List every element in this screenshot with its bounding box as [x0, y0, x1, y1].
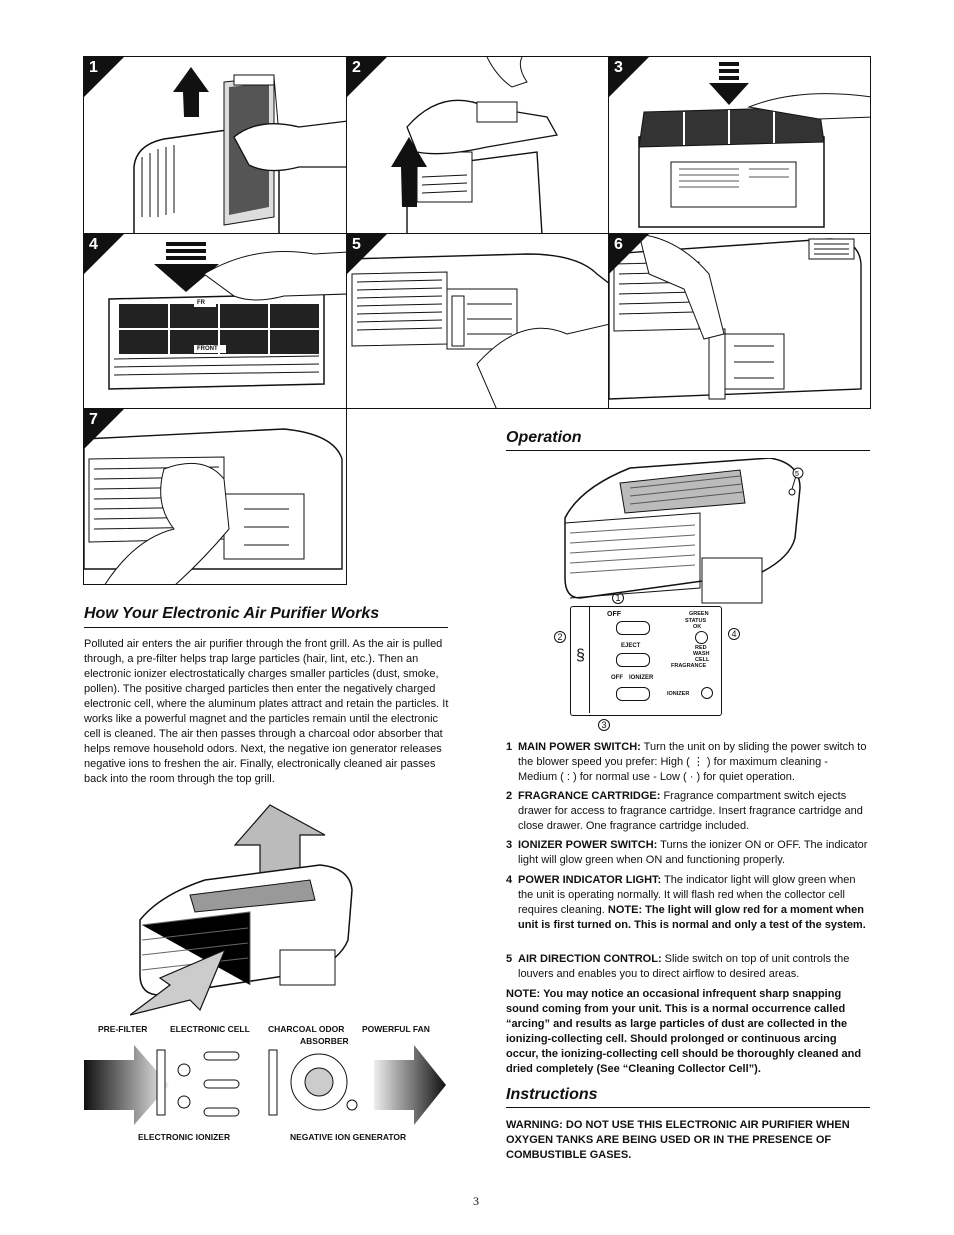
label-eject: EJECT [621, 643, 641, 649]
item-title: IONIZER POWER SWITCH: [518, 839, 658, 851]
step-4-panel [83, 233, 347, 409]
step-number: 6 [614, 236, 623, 253]
instructions-heading: Instructions [506, 1086, 598, 1103]
label-ok: OK [693, 624, 702, 630]
label-charcoal: CHARCOAL ODOR [268, 1024, 345, 1034]
label-off: OFF [607, 611, 621, 618]
item-number: 5 [506, 953, 513, 965]
step-5-panel [346, 233, 609, 409]
eject-switch[interactable] [616, 653, 650, 667]
callout-1: 1 [612, 592, 624, 604]
item-text: Turn the unit on by sliding the power switch to the blower speed you prefer: High ( ⋮ ) for maximum cleaning - Medium ( : ) for normal use - Low ( · ) for quiet operation. [518, 741, 867, 783]
step-number: 2 [352, 59, 361, 76]
instructions-rule [506, 1107, 870, 1108]
item-title: AIR DIRECTION CONTROL: [518, 953, 662, 965]
step-3-panel [608, 56, 871, 234]
pre-filter-part [157, 1050, 165, 1115]
callout-4: 4 [728, 628, 740, 640]
components-diagram [84, 1040, 450, 1130]
item-note-text: The light will glow red for a moment when unit is first turned on. This is normal and only a test of the system. [518, 904, 866, 931]
air-in-arrow-icon [84, 1045, 169, 1125]
step-number: 5 [352, 236, 361, 253]
note-text: You may notice an occasional infrequent sharp snapping sound coming from your unit. This is a normal occurrence called “arcing” and results as large particles of dust are collected in the ionizing-collecting cell. Should prolonged or continuous arcing occur, the ionizing-collecting cell should be thoroughly cleaned and dried completely (See “Cleaning Collector Cell”). [506, 988, 862, 1075]
purifier-front-illustration [560, 458, 820, 606]
warning-text: WARNING: DO NOT USE THIS ELECTRONIC AIR PURIFIER WHEN OXYGEN TANKS ARE BEING USED OR IN THE PRESENCE OF COMBUSTIBLE GASES. [506, 1119, 850, 1161]
operation-note [506, 987, 868, 1077]
how-it-works-rule [84, 627, 448, 628]
item-text: Fragrance compartment switch ejects drawer for access to fragrance cartridge. Insert fragrance cartridge and close drawer. One fragrance cartridge included. [518, 790, 863, 832]
fr-label: FR [197, 300, 205, 306]
note-label: NOTE: [506, 988, 541, 1000]
operation-heading: Operation [506, 429, 582, 446]
label-off-ionizer: OFF [611, 675, 623, 681]
callout-2: 2 [554, 631, 566, 643]
step-number: 4 [89, 236, 98, 253]
item-note-label: NOTE: [607, 904, 643, 916]
how-it-works-body: Polluted air enters the air purifier through the front grill. As the air is pulled through, a pre-filter helps trap large particles (hair, lint, etc.). Then an electronic ionizer electrostatically charges smaller particles (dust, smoke, pollen). The positive charged particles then enter the negatively charged electronic cell, where the aluminum plates attract and retain the particles. It works like a powerful magnet and the particles remain until the electronic cell is cleaned. The air then passes through a charcoal odor absorber that helps remove household odors. Next, the negative ion generator releases negative ions to freshen the air. Finally, electronically cleaned air passes back into the room through the top grill. [84, 638, 449, 785]
label-electronic-cell: ELECTRONIC CELL [170, 1024, 250, 1034]
operation-item [506, 740, 868, 785]
ionizer-switch[interactable] [616, 687, 650, 701]
label-fragrance: FRAGRANCE [671, 663, 707, 669]
item-title: FRAGRANCE CARTRIDGE: [518, 790, 661, 802]
step-6-panel [608, 233, 871, 409]
item-text: Turns the ionizer ON or OFF. The indicator light will glow green when ON and functioning properly. [518, 839, 868, 866]
control-panel-diagram [570, 606, 722, 716]
label-pre-filter: PRE-FILTER [98, 1024, 148, 1034]
step-number: 1 [89, 59, 98, 76]
step-1-panel [83, 56, 347, 234]
label-green: GREEN [689, 611, 709, 617]
step-number: 7 [89, 411, 98, 428]
item-title: MAIN POWER SWITCH: [518, 741, 641, 753]
step-7-panel [83, 408, 347, 585]
label-absorber: ABSORBER [300, 1036, 349, 1046]
label-red: RED [695, 645, 707, 651]
operation-item [506, 789, 868, 834]
label-status: STATUS [685, 618, 707, 624]
item-number: 3 [506, 839, 513, 851]
item-number: 4 [506, 874, 513, 886]
label-ionizer-light: IONIZER [667, 691, 690, 697]
how-it-works-heading: How Your Electronic Air Purifier Works [84, 605, 380, 622]
fragrance-wave-icon: § [576, 647, 585, 664]
callout-5: 5 [795, 471, 799, 478]
item-text: Slide switch on top of unit controls the louvers and enables you to direct airflow to desired areas. [518, 953, 850, 980]
item-text: The indicator light will glow green when the unit is operating normally. It will flash red when the collector cell requires cleaning. [518, 874, 856, 916]
operation-item [506, 838, 868, 868]
operation-item [506, 952, 868, 982]
operation-rule [506, 450, 870, 451]
operation-item [506, 873, 868, 933]
step-number: 3 [614, 59, 623, 76]
label-fan: POWERFUL FAN [362, 1024, 430, 1034]
item-number: 1 [506, 741, 513, 753]
main-power-switch[interactable] [616, 621, 650, 635]
ionizer-light [701, 687, 713, 699]
airflow-illustration [130, 800, 360, 1020]
air-out-arrow-icon [374, 1045, 446, 1125]
label-ionizer: IONIZER [629, 675, 654, 681]
callout-3: 3 [598, 719, 610, 731]
label-cell: CELL [695, 657, 710, 663]
item-title: POWER INDICATOR LIGHT: [518, 874, 662, 886]
label-ionizer: ELECTRONIC IONIZER [138, 1132, 231, 1142]
step-2-panel [346, 56, 609, 234]
item-number: 2 [506, 790, 513, 802]
front-label: FRONT [197, 346, 218, 352]
label-negative-ion: NEGATIVE ION GENERATOR [290, 1132, 407, 1142]
label-wash: WASH [693, 651, 710, 657]
status-light [695, 631, 708, 644]
page-number: 3 [473, 1194, 479, 1208]
charcoal-absorber-part [269, 1050, 277, 1115]
